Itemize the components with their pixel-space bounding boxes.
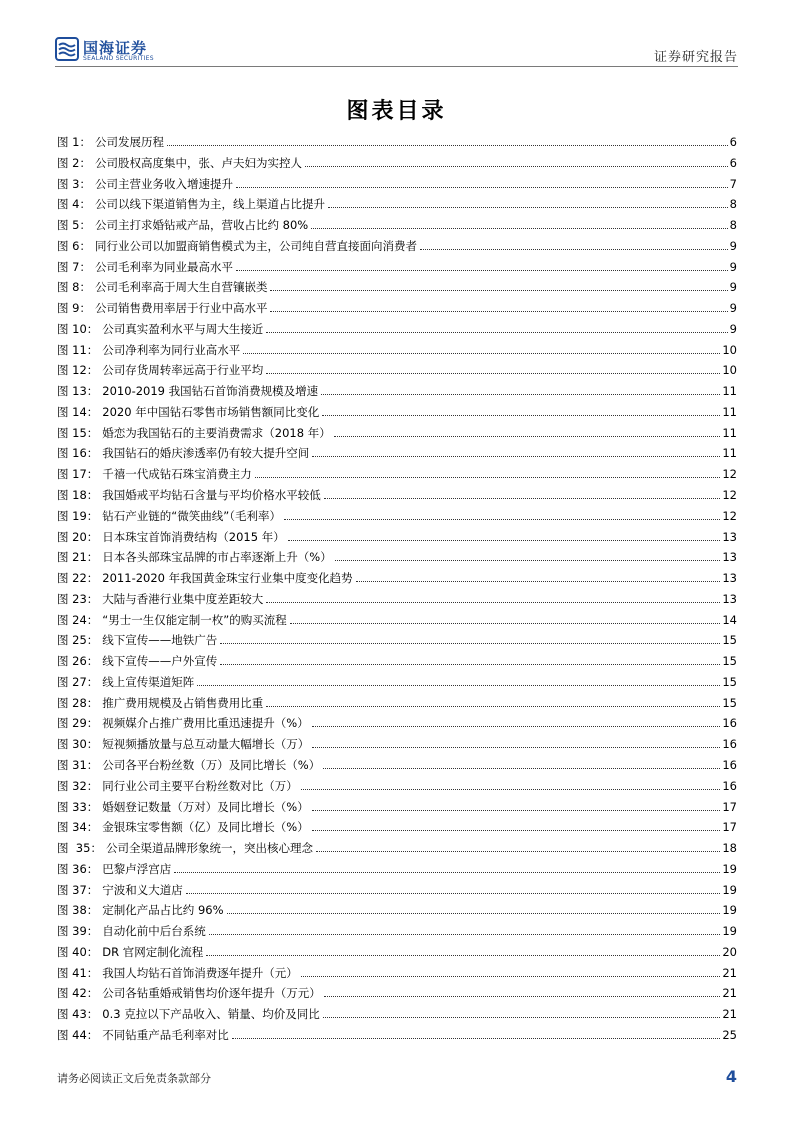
- toc-entry[interactable]: [57, 298, 737, 319]
- figure-title: 0.3 克拉以下产品收入、销量、均价及同比: [102, 1007, 320, 1022]
- figure-page-number: 16: [722, 778, 737, 793]
- figure-title: 宁波和义大道店: [102, 882, 183, 897]
- figure-title: 大陆与香港行业集中度差距较大: [102, 591, 264, 606]
- figure-page-number: 8: [729, 197, 737, 212]
- toc-entry[interactable]: [57, 755, 737, 776]
- sealand-wave-logo-icon: [55, 37, 79, 61]
- dot-leader: [324, 996, 721, 997]
- toc-entry[interactable]: [57, 547, 737, 568]
- dot-leader: [174, 872, 720, 873]
- figure-label: 图 7：: [57, 259, 91, 274]
- figure-label: 图 40：: [57, 944, 99, 959]
- figure-title: 我国人均钻石首饰消费逐年提升（元）: [102, 965, 298, 980]
- toc-entry[interactable]: [57, 776, 737, 797]
- toc-entry[interactable]: [57, 713, 737, 734]
- figure-page-number: 9: [729, 238, 737, 253]
- report-type-label: 证券研究报告: [653, 50, 738, 65]
- brand-name: 国海证券: [83, 39, 148, 57]
- dot-leader: [232, 1038, 721, 1039]
- dot-leader: [334, 436, 721, 437]
- toc-entry[interactable]: [57, 630, 737, 651]
- header-divider: [55, 66, 738, 67]
- figure-page-number: 15: [722, 674, 737, 689]
- figure-page-number: 19: [722, 924, 737, 939]
- figure-page-number: 19: [722, 882, 737, 897]
- dot-leader: [420, 249, 728, 250]
- figure-page-number: 13: [722, 550, 737, 565]
- toc-entry[interactable]: [57, 1025, 737, 1046]
- figure-label: 图 38：: [57, 903, 99, 918]
- figure-page-number: 13: [722, 591, 737, 606]
- figure-page-number: 9: [729, 259, 737, 274]
- figure-label: 图 5：: [57, 218, 91, 233]
- figure-title: 公司各平台粉丝数（万）及同比增长（%）: [102, 757, 321, 772]
- brand-name-english: SEALAND SECURITIES: [83, 55, 154, 62]
- figure-title: 公司股权高度集中，张、卢夫妇为实控人: [94, 155, 302, 170]
- figure-label: 图 37：: [57, 882, 99, 897]
- figure-page-number: 12: [722, 467, 737, 482]
- footer-page-number: 4: [725, 1067, 737, 1086]
- toc-entry[interactable]: [57, 236, 737, 257]
- figure-title: 公司真实盈利水平与周大生接近: [102, 321, 264, 336]
- dot-leader: [206, 955, 720, 956]
- figure-title: 公司发展历程: [94, 135, 164, 149]
- figure-label: 图 43：: [57, 1007, 99, 1022]
- toc-entry[interactable]: [57, 610, 737, 631]
- figure-page-number: 17: [722, 799, 737, 814]
- figure-page-number: 10: [722, 363, 737, 378]
- dot-leader: [311, 228, 727, 229]
- toc-entry[interactable]: [57, 194, 737, 215]
- dot-leader: [312, 747, 720, 748]
- figure-title: 婚姻登记数量（万对）及同比增长（%）: [102, 799, 309, 814]
- figure-label: 图 6：: [57, 238, 91, 253]
- figure-title: DR 官网定制化流程: [102, 944, 204, 959]
- dot-leader: [270, 290, 727, 291]
- toc-entry[interactable]: [57, 360, 737, 381]
- figure-page-number: 15: [722, 654, 737, 669]
- dot-leader: [323, 768, 720, 769]
- dot-leader: [290, 623, 721, 624]
- toc-entry[interactable]: [57, 485, 737, 506]
- toc-entry[interactable]: [57, 174, 737, 195]
- figure-label: 图 21：: [57, 550, 99, 565]
- figure-label: 图 1：: [57, 135, 91, 149]
- figure-title: 2020 年中国钻石零售市场销售额同比变化: [102, 404, 320, 419]
- figure-page-number: 12: [722, 488, 737, 503]
- toc-entry[interactable]: [57, 963, 737, 984]
- figure-page-number: 18: [722, 841, 737, 856]
- toc-entry[interactable]: [57, 983, 737, 1004]
- figure-title: 公司存货周转率远高于行业平均: [102, 363, 264, 378]
- dot-leader: [312, 810, 721, 811]
- figure-page-number: 10: [722, 342, 737, 357]
- figure-title: 线下宣传——户外宣传: [102, 654, 218, 669]
- figure-label: 图 11：: [57, 342, 99, 357]
- figure-title: 同行业公司主要平台粉丝数对比（万）: [102, 778, 298, 793]
- figure-label: 图 31：: [57, 757, 99, 772]
- toc-entry[interactable]: [57, 942, 737, 963]
- figure-label: 图 28：: [57, 695, 99, 710]
- figure-title: 千禧一代成钻石珠宝消费主力: [102, 467, 252, 482]
- figure-title: 线下宣传——地铁广告: [102, 633, 218, 648]
- toc-entry[interactable]: [57, 817, 737, 838]
- figure-title: 短视频播放量与总互动量大幅增长（万）: [102, 737, 310, 752]
- figure-title: 金银珠宝零售额（亿）及同比增长（%）: [102, 820, 309, 835]
- figure-page-number: 12: [722, 508, 737, 523]
- toc-entry[interactable]: [57, 651, 737, 672]
- figure-title: 2011-2020 年我国黄金珠宝行业集中度变化趋势: [102, 571, 353, 586]
- toc-entry[interactable]: [57, 672, 737, 693]
- figure-page-number: 8: [729, 218, 737, 233]
- toc-entry[interactable]: [57, 734, 737, 755]
- figure-page-number: 9: [729, 321, 737, 336]
- figure-title: 公司主营业务收入增速提升: [94, 176, 233, 191]
- figure-title: 定制化产品占比约 96%: [102, 903, 224, 918]
- figure-label: 图 39：: [57, 924, 99, 939]
- figure-page-number: 11: [722, 404, 737, 419]
- dot-leader: [328, 207, 728, 208]
- figure-label: 图 16：: [57, 446, 99, 461]
- dot-leader: [312, 830, 721, 831]
- figure-label: 图 4：: [57, 197, 91, 212]
- figure-title: 婚恋为我国钻石的主要消费需求（2018 年）: [102, 425, 331, 440]
- dot-leader: [220, 664, 720, 665]
- figure-label: 图 10：: [57, 321, 99, 336]
- figure-title: 公司各钻重婚戒销售均价逐年提升（万元）: [102, 986, 321, 1001]
- figure-title: 公司销售费用率居于行业中高水平: [94, 301, 268, 316]
- toc-entry[interactable]: [57, 340, 737, 361]
- figure-label: 图 34：: [57, 820, 99, 835]
- figure-page-number: 13: [722, 571, 737, 586]
- dot-leader: [243, 353, 720, 354]
- figure-page-number: 16: [722, 716, 737, 731]
- figure-label: 图 2：: [57, 155, 91, 170]
- dot-leader: [356, 581, 721, 582]
- figure-title: 公司以线下渠道销售为主，线上渠道占比提升: [94, 197, 325, 212]
- figure-page-number: 21: [722, 986, 737, 1001]
- dot-leader: [324, 498, 721, 499]
- figure-page-number: 9: [729, 301, 737, 316]
- figure-label: 图 33：: [57, 799, 99, 814]
- dot-leader: [227, 913, 721, 914]
- figure-page-number: 16: [722, 737, 737, 752]
- figure-title: 日本各头部珠宝品牌的市占率逐渐上升（%）: [102, 550, 332, 565]
- figure-title: 钻石产业链的“微笑曲线”（毛利率）: [102, 508, 281, 523]
- dot-leader: [335, 560, 721, 561]
- figure-title: 我国钻石的婚庆渗透率仍有较大提升空间: [102, 446, 310, 461]
- figure-page-number: 11: [722, 425, 737, 440]
- figure-page-number: 7: [729, 176, 737, 191]
- dot-leader: [321, 394, 720, 395]
- figure-page-number: 19: [722, 861, 737, 876]
- figure-label: 图 27：: [57, 674, 99, 689]
- figure-page-number: 11: [722, 446, 737, 461]
- figure-page-number: 11: [722, 384, 737, 399]
- figure-page-number: 25: [722, 1027, 737, 1042]
- figure-page-number: 19: [722, 903, 737, 918]
- dot-leader: [305, 166, 728, 167]
- figure-title: 公司主打求婚钻戒产品，营收占比约 80%: [94, 218, 309, 233]
- figure-label: 图 35：: [57, 841, 102, 856]
- figure-label: 图 30：: [57, 737, 99, 752]
- figure-title: “男士一生仅能定制一枚”的购买流程: [102, 612, 287, 627]
- toc-entry[interactable]: [57, 153, 737, 174]
- toc-entry[interactable]: [57, 319, 737, 340]
- figure-label: 图 36：: [57, 861, 99, 876]
- figure-page-number: 13: [722, 529, 737, 544]
- figure-title: 线上宣传渠道矩阵: [102, 674, 195, 689]
- dot-leader: [288, 540, 721, 541]
- figure-page-number: 16: [722, 757, 737, 772]
- figure-label: 图 17：: [57, 467, 99, 482]
- footer-disclaimer: 请务必阅读正文后免责条款部分: [57, 1072, 211, 1085]
- figure-label: 图 20：: [57, 529, 99, 544]
- page-title: 图表目录: [346, 99, 447, 124]
- figure-label: 图 3：: [57, 176, 91, 191]
- figure-label: 图 41：: [57, 965, 99, 980]
- figure-title: 公司毛利率高于周大生自营镶嵌类: [94, 280, 268, 295]
- dot-leader: [323, 1017, 721, 1018]
- toc-entry[interactable]: [57, 506, 737, 527]
- dot-leader: [312, 726, 721, 727]
- figure-label: 图 42：: [57, 986, 99, 1001]
- figure-label: 图 25：: [57, 633, 99, 648]
- figure-title: 日本珠宝首饰消费结构（2015 年）: [102, 529, 285, 544]
- toc-entry[interactable]: [57, 277, 737, 298]
- dot-leader: [186, 893, 721, 894]
- figure-title: 2010-2019 我国钻石首饰消费规模及增速: [102, 384, 319, 399]
- toc-entry[interactable]: [57, 464, 737, 485]
- figure-label: 图 9：: [57, 301, 91, 316]
- figure-title: 公司毛利率为同业最高水平: [94, 259, 233, 274]
- dot-leader: [301, 789, 721, 790]
- dot-leader: [255, 477, 721, 478]
- figure-label: 图 19：: [57, 508, 99, 523]
- toc-entry[interactable]: [57, 838, 737, 859]
- figure-title: 公司全渠道品牌形象统一，突出核心理念: [105, 841, 313, 856]
- toc-entry[interactable]: [57, 402, 737, 423]
- figure-label: 图 14：: [57, 404, 99, 419]
- figure-page-number: 6: [729, 155, 737, 170]
- toc-entry[interactable]: [57, 921, 737, 942]
- figure-title: 视频媒介占推广费用比重迅速提升（%）: [102, 716, 309, 731]
- figure-page-number: 6: [729, 135, 737, 149]
- figure-page-number: 15: [722, 695, 737, 710]
- toc-entry[interactable]: [57, 859, 737, 880]
- toc-entry[interactable]: [57, 693, 737, 714]
- figure-page-number: 21: [722, 1007, 737, 1022]
- toc-entry[interactable]: [57, 880, 737, 901]
- toc-entry[interactable]: [57, 1004, 737, 1025]
- dot-leader: [322, 415, 720, 416]
- toc-entry[interactable]: [57, 797, 737, 818]
- dot-leader: [266, 706, 720, 707]
- dot-leader: [312, 456, 720, 457]
- toc-entry[interactable]: [57, 568, 737, 589]
- toc-entry[interactable]: [57, 527, 737, 548]
- figure-label: 图 12：: [57, 363, 99, 378]
- dot-leader: [167, 145, 728, 146]
- figure-page-number: 20: [722, 944, 737, 959]
- dot-leader: [236, 270, 728, 271]
- toc-entry[interactable]: [57, 132, 737, 153]
- figure-label: 图 32：: [57, 778, 99, 793]
- toc-entry[interactable]: [57, 257, 737, 278]
- figure-title: 同行业公司以加盟商销售模式为主，公司纯自营直接面向消费者: [94, 238, 417, 253]
- toc-entry[interactable]: [57, 381, 737, 402]
- figure-label: 图 8：: [57, 280, 91, 295]
- dot-leader: [197, 685, 720, 686]
- figure-label: 图 22：: [57, 571, 99, 586]
- figure-title: 我国婚戒平均钻石含量与平均价格水平较低: [102, 488, 321, 503]
- figure-page-number: 17: [722, 820, 737, 835]
- figure-label: 图 15：: [57, 425, 99, 440]
- dot-leader: [301, 976, 721, 977]
- figure-page-number: 21: [722, 965, 737, 980]
- toc-entry[interactable]: [57, 443, 737, 464]
- dot-leader: [220, 643, 720, 644]
- toc-entry[interactable]: [57, 215, 737, 236]
- figure-label: 图 26：: [57, 654, 99, 669]
- dot-leader: [266, 332, 727, 333]
- dot-leader: [316, 851, 720, 852]
- figure-page-number: 14: [722, 612, 737, 627]
- figure-title: 巴黎卢浮宫店: [102, 861, 172, 876]
- figure-label: 图 29：: [57, 716, 99, 731]
- dot-leader: [284, 519, 720, 520]
- figure-title: 自动化前中后台系统: [102, 924, 206, 939]
- figure-label: 图 23：: [57, 591, 99, 606]
- figure-page-number: 9: [729, 280, 737, 295]
- dot-leader: [236, 187, 728, 188]
- toc-entry[interactable]: [57, 900, 737, 921]
- toc-entry[interactable]: [57, 589, 737, 610]
- dot-leader: [266, 602, 720, 603]
- figure-label: 图 13：: [57, 384, 99, 399]
- figure-label: 图 24：: [57, 612, 99, 627]
- dot-leader: [266, 373, 720, 374]
- figure-label: 图 18：: [57, 488, 99, 503]
- figure-page-number: 15: [722, 633, 737, 648]
- figure-title: 公司净利率为同行业高水平: [102, 342, 241, 357]
- toc-entry[interactable]: [57, 423, 737, 444]
- figure-list: [57, 132, 737, 1046]
- figure-label: 图 44：: [57, 1027, 99, 1042]
- dot-leader: [270, 311, 727, 312]
- dot-leader: [209, 934, 721, 935]
- figure-title: 不同钻重产品毛利率对比: [102, 1027, 229, 1042]
- figure-title: 推广费用规模及占销售费用比重: [102, 695, 264, 710]
